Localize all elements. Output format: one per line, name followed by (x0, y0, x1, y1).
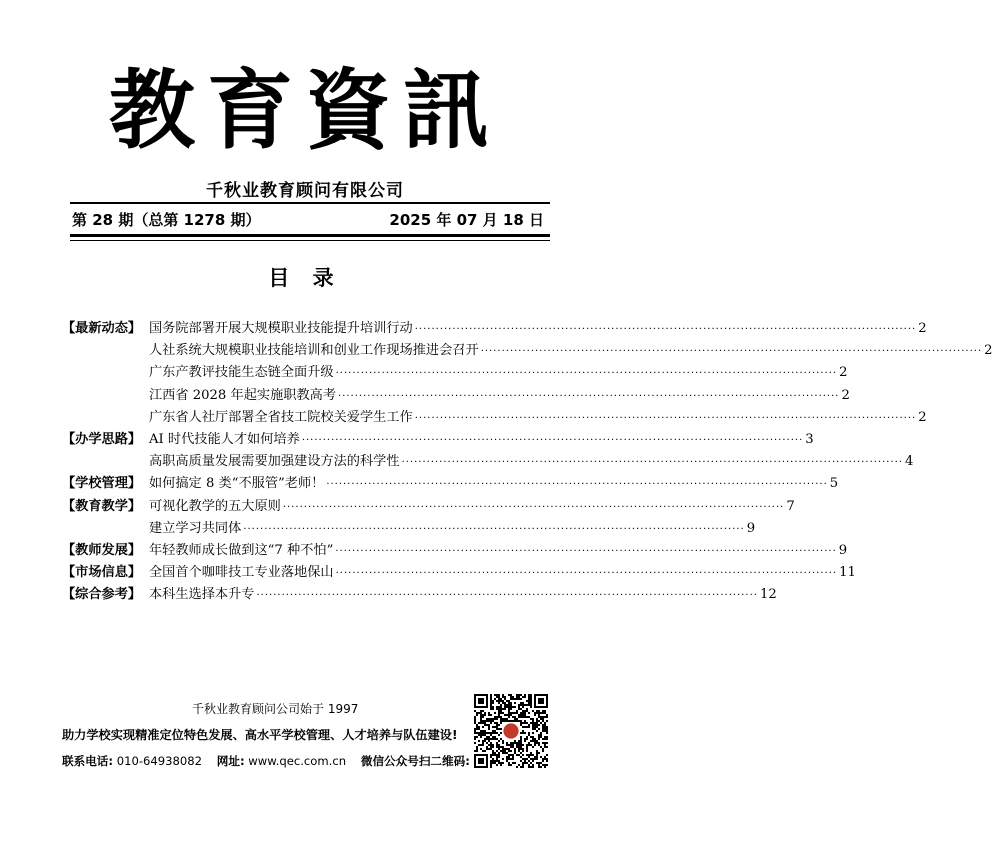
toc-entry-title: 本科生选择本升专 (149, 587, 255, 603)
toc-row[interactable] (62, 407, 927, 429)
toc-leader-dots: ························································································································ (480, 346, 983, 358)
toc-row[interactable] (62, 429, 814, 451)
toc-entry-title: AI 时代技能人才如何培养 (149, 431, 300, 447)
toc-entry-title: 国务院部署开展大规模职业技能提升培训行动 (149, 321, 413, 336)
toc-entry-title: 广东省人社厅部署全省技工院校关爱学生工作 (149, 409, 413, 425)
toc-category: 【教师发展】 (62, 542, 142, 558)
toc-entry-title: 江西省 2028 年起实施职教高考 (149, 387, 337, 403)
toc-leader-dots: ························································································································ (282, 501, 785, 513)
header-rule-bottom-thick (70, 234, 550, 237)
header-rule-bottom-thin (70, 240, 550, 241)
toc-entry[interactable] (149, 451, 914, 474)
toc-leader-dots: ························································································································ (243, 523, 745, 535)
toc-row[interactable] (62, 562, 856, 584)
table-of-contents (62, 318, 993, 606)
masthead-title: 教育資訊 (109, 60, 501, 161)
toc-entry[interactable] (149, 496, 795, 519)
phone-label: 联系电话: (62, 754, 114, 768)
toc-entry[interactable] (149, 385, 850, 408)
toc-row[interactable] (62, 540, 848, 562)
toc-entry[interactable] (149, 562, 856, 585)
toc-row[interactable] (62, 473, 839, 495)
toc-row[interactable] (62, 451, 914, 473)
toc-row[interactable] (62, 584, 777, 606)
toc-entry-title: 如何搞定 8 类“不服管”老师！ (149, 476, 325, 492)
header-rule-top (70, 202, 550, 204)
toc-entry[interactable] (149, 362, 848, 385)
toc-page-number: 9 (838, 542, 848, 558)
toc-row[interactable] (62, 318, 927, 340)
toc-page-number: 2 (918, 409, 927, 425)
toc-category: 【办学思路】 (62, 431, 142, 447)
toc-row[interactable] (62, 518, 756, 540)
toc-row[interactable] (62, 340, 993, 362)
toc-leader-dots: ························································································································ (326, 479, 828, 491)
site-label: 网址: (216, 754, 245, 768)
toc-entry-title: 年轻教师成长做到这“7 种不怕” (149, 542, 334, 558)
toc-entry[interactable] (149, 584, 777, 607)
toc-row[interactable] (62, 362, 848, 384)
toc-page-number: 9 (746, 520, 756, 536)
toc-page-number: 2 (984, 343, 993, 359)
toc-row[interactable] (62, 385, 850, 407)
footer-contact (62, 753, 470, 769)
issue-number: 第 28 期（总第 1278 期） (72, 211, 261, 229)
footer-since: 千秋业教育顾问公司始于 1997 (192, 702, 359, 716)
toc-entry-title: 可视化教学的五大原则 (149, 498, 281, 514)
toc-row[interactable] (62, 496, 795, 518)
toc-page-number: 7 (786, 498, 795, 514)
toc-page-number: 3 (805, 431, 814, 447)
toc-page-number: 2 (918, 321, 927, 336)
toc-entry[interactable] (149, 340, 993, 363)
footer-slogan: 助力学校实现精准定位特色发展、高水平学校管理、人才培养与队伍建设! (62, 728, 458, 742)
toc-entry[interactable] (149, 429, 814, 452)
website-link[interactable]: www.qec.com.cn (248, 754, 347, 768)
toc-leader-dots: ························································································································ (401, 457, 904, 469)
toc-page-number: 11 (839, 565, 856, 581)
toc-leader-dots: ························································································································ (414, 412, 917, 424)
qr-code-icon[interactable] (474, 694, 548, 768)
toc-entry-title: 广东产教评技能生态链全面升级 (149, 365, 334, 381)
toc-leader-dots: ························································································································ (335, 368, 838, 380)
toc-page-number: 2 (839, 365, 848, 381)
wechat-label: 微信公众号扫二维码: (360, 754, 470, 768)
company-name: 千秋业教育顾问有限公司 (206, 181, 404, 201)
toc-page-number: 12 (759, 587, 777, 603)
toc-category: 【市场信息】 (62, 565, 142, 581)
toc-category: 【最新动态】 (62, 321, 142, 336)
issue-line (72, 209, 548, 229)
toc-entry[interactable] (149, 540, 848, 563)
toc-leader-dots: ························································································································ (256, 590, 758, 602)
toc-leader-dots: ························································································································ (414, 324, 917, 335)
toc-page-number: 2 (841, 387, 850, 403)
toc-leader-dots: ························································································································ (335, 545, 837, 557)
toc-entry[interactable] (149, 473, 839, 496)
toc-entry[interactable] (149, 518, 756, 541)
toc-leader-dots: ························································································································ (301, 434, 804, 446)
issue-date: 2025 年 07 月 18 日 (389, 211, 544, 229)
toc-category: 【学校管理】 (62, 476, 142, 492)
toc-entry-title: 全国首个咖啡技工专业落地保山 (149, 565, 334, 581)
toc-entry[interactable] (149, 318, 927, 341)
toc-leader-dots: ························································································································ (338, 390, 840, 402)
phone-number: 010-64938082 (116, 754, 203, 768)
toc-category: 【综合参考】 (62, 587, 142, 603)
toc-title: 目 录 (268, 266, 342, 290)
toc-page-number: 4 (905, 454, 914, 470)
toc-category: 【教育教学】 (62, 498, 142, 514)
toc-entry-title: 建立学习共同体 (149, 520, 242, 536)
toc-entry[interactable] (149, 407, 927, 430)
toc-entry-title: 高职高质量发展需要加强建设方法的科学性 (149, 454, 400, 470)
toc-page-number: 5 (829, 476, 839, 492)
toc-entry-title: 人社系统大规模职业技能培训和创业工作现场推进会召开 (149, 343, 479, 359)
toc-leader-dots: ························································································································ (335, 568, 838, 580)
